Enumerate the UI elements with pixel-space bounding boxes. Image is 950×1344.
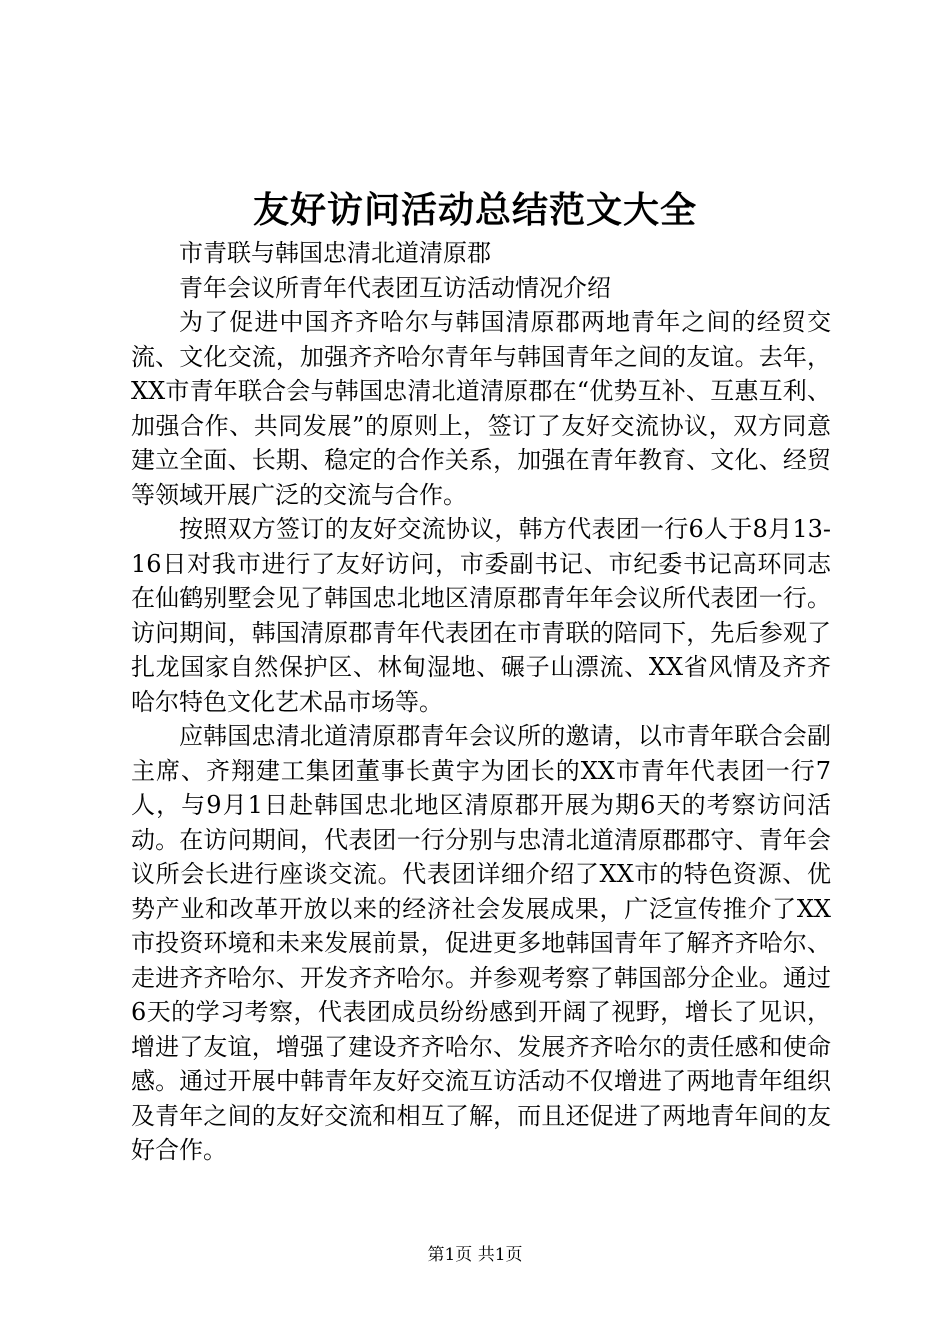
document-title: 友好访问活动总结范文大全	[252, 189, 697, 231]
document-body	[131, 236, 831, 1168]
paragraph-3: 应韩国忠清北道清原郡青年会议所的邀请，以市青年联合会副主席、齐翔建工集团董事长黄宇为团长的XX市青年代表团一行7人，与9月1日赴韩国忠北地区清原郡开展为期6天的考察访问活动。在访问期间，代表团一行分别与忠清北道清原郡郡守、青年会议所会长进行座谈交流。代表团详细介绍了XX市的特色资源、优势产业和改革开放以来的经济社会发展成果，广泛宣传推介了XX市投资环境和未来发展前景，促进更多地韩国青年了解齐齐哈尔、走进齐齐哈尔、开发齐齐哈尔。并参观考察了韩国部分企业。通过6天的学习考察，代表团成员纷纷感到开阔了视野，增长了见识，增进了友谊，增强了建设齐齐哈尔、发展齐齐哈尔的责任感和使命感。通过开展中韩青年友好交流互访活动不仅增进了两地青年组织及青年之间的友好交流和相互了解，而且还促进了两地青年间的友好合作。	[131, 722, 831, 1164]
paragraph-1: 为了促进中国齐齐哈尔与韩国清原郡两地青年之间的经贸交流、文化交流，加强齐齐哈尔青年与韩国青年之间的友谊。去年，XX市青年联合会与韩国忠清北道清原郡在“优势互补、互惠互利、加强合作、共同发展”的原则上，签订了友好交流协议，双方同意建立全面、长期、稳定的合作关系，加强在青年教育、文化、经贸等领域开展广泛的交流与合作。	[131, 308, 831, 509]
paragraph-2: 按照双方签订的友好交流协议，韩方代表团一行6人于8月13-16日对我市进行了友好访问，市委副书记、市纪委书记高环同志在仙鹤别墅会见了韩国忠北地区清原郡青年年会议所代表团一行。访问期间，韩国清原郡青年代表团在市青联的陪同下，先后参观了扎龙国家自然保护区、林甸湿地、碾子山漂流、XX省风情及齐齐哈尔特色文化艺术品市场等。	[131, 515, 831, 716]
page-number-footer: 第1页 共1页	[427, 1245, 523, 1265]
subtitle-line-2: 青年会议所青年代表团互访活动情况介绍	[179, 273, 611, 302]
subtitle-line-1: 市青联与韩国忠清北道清原郡	[179, 239, 491, 267]
